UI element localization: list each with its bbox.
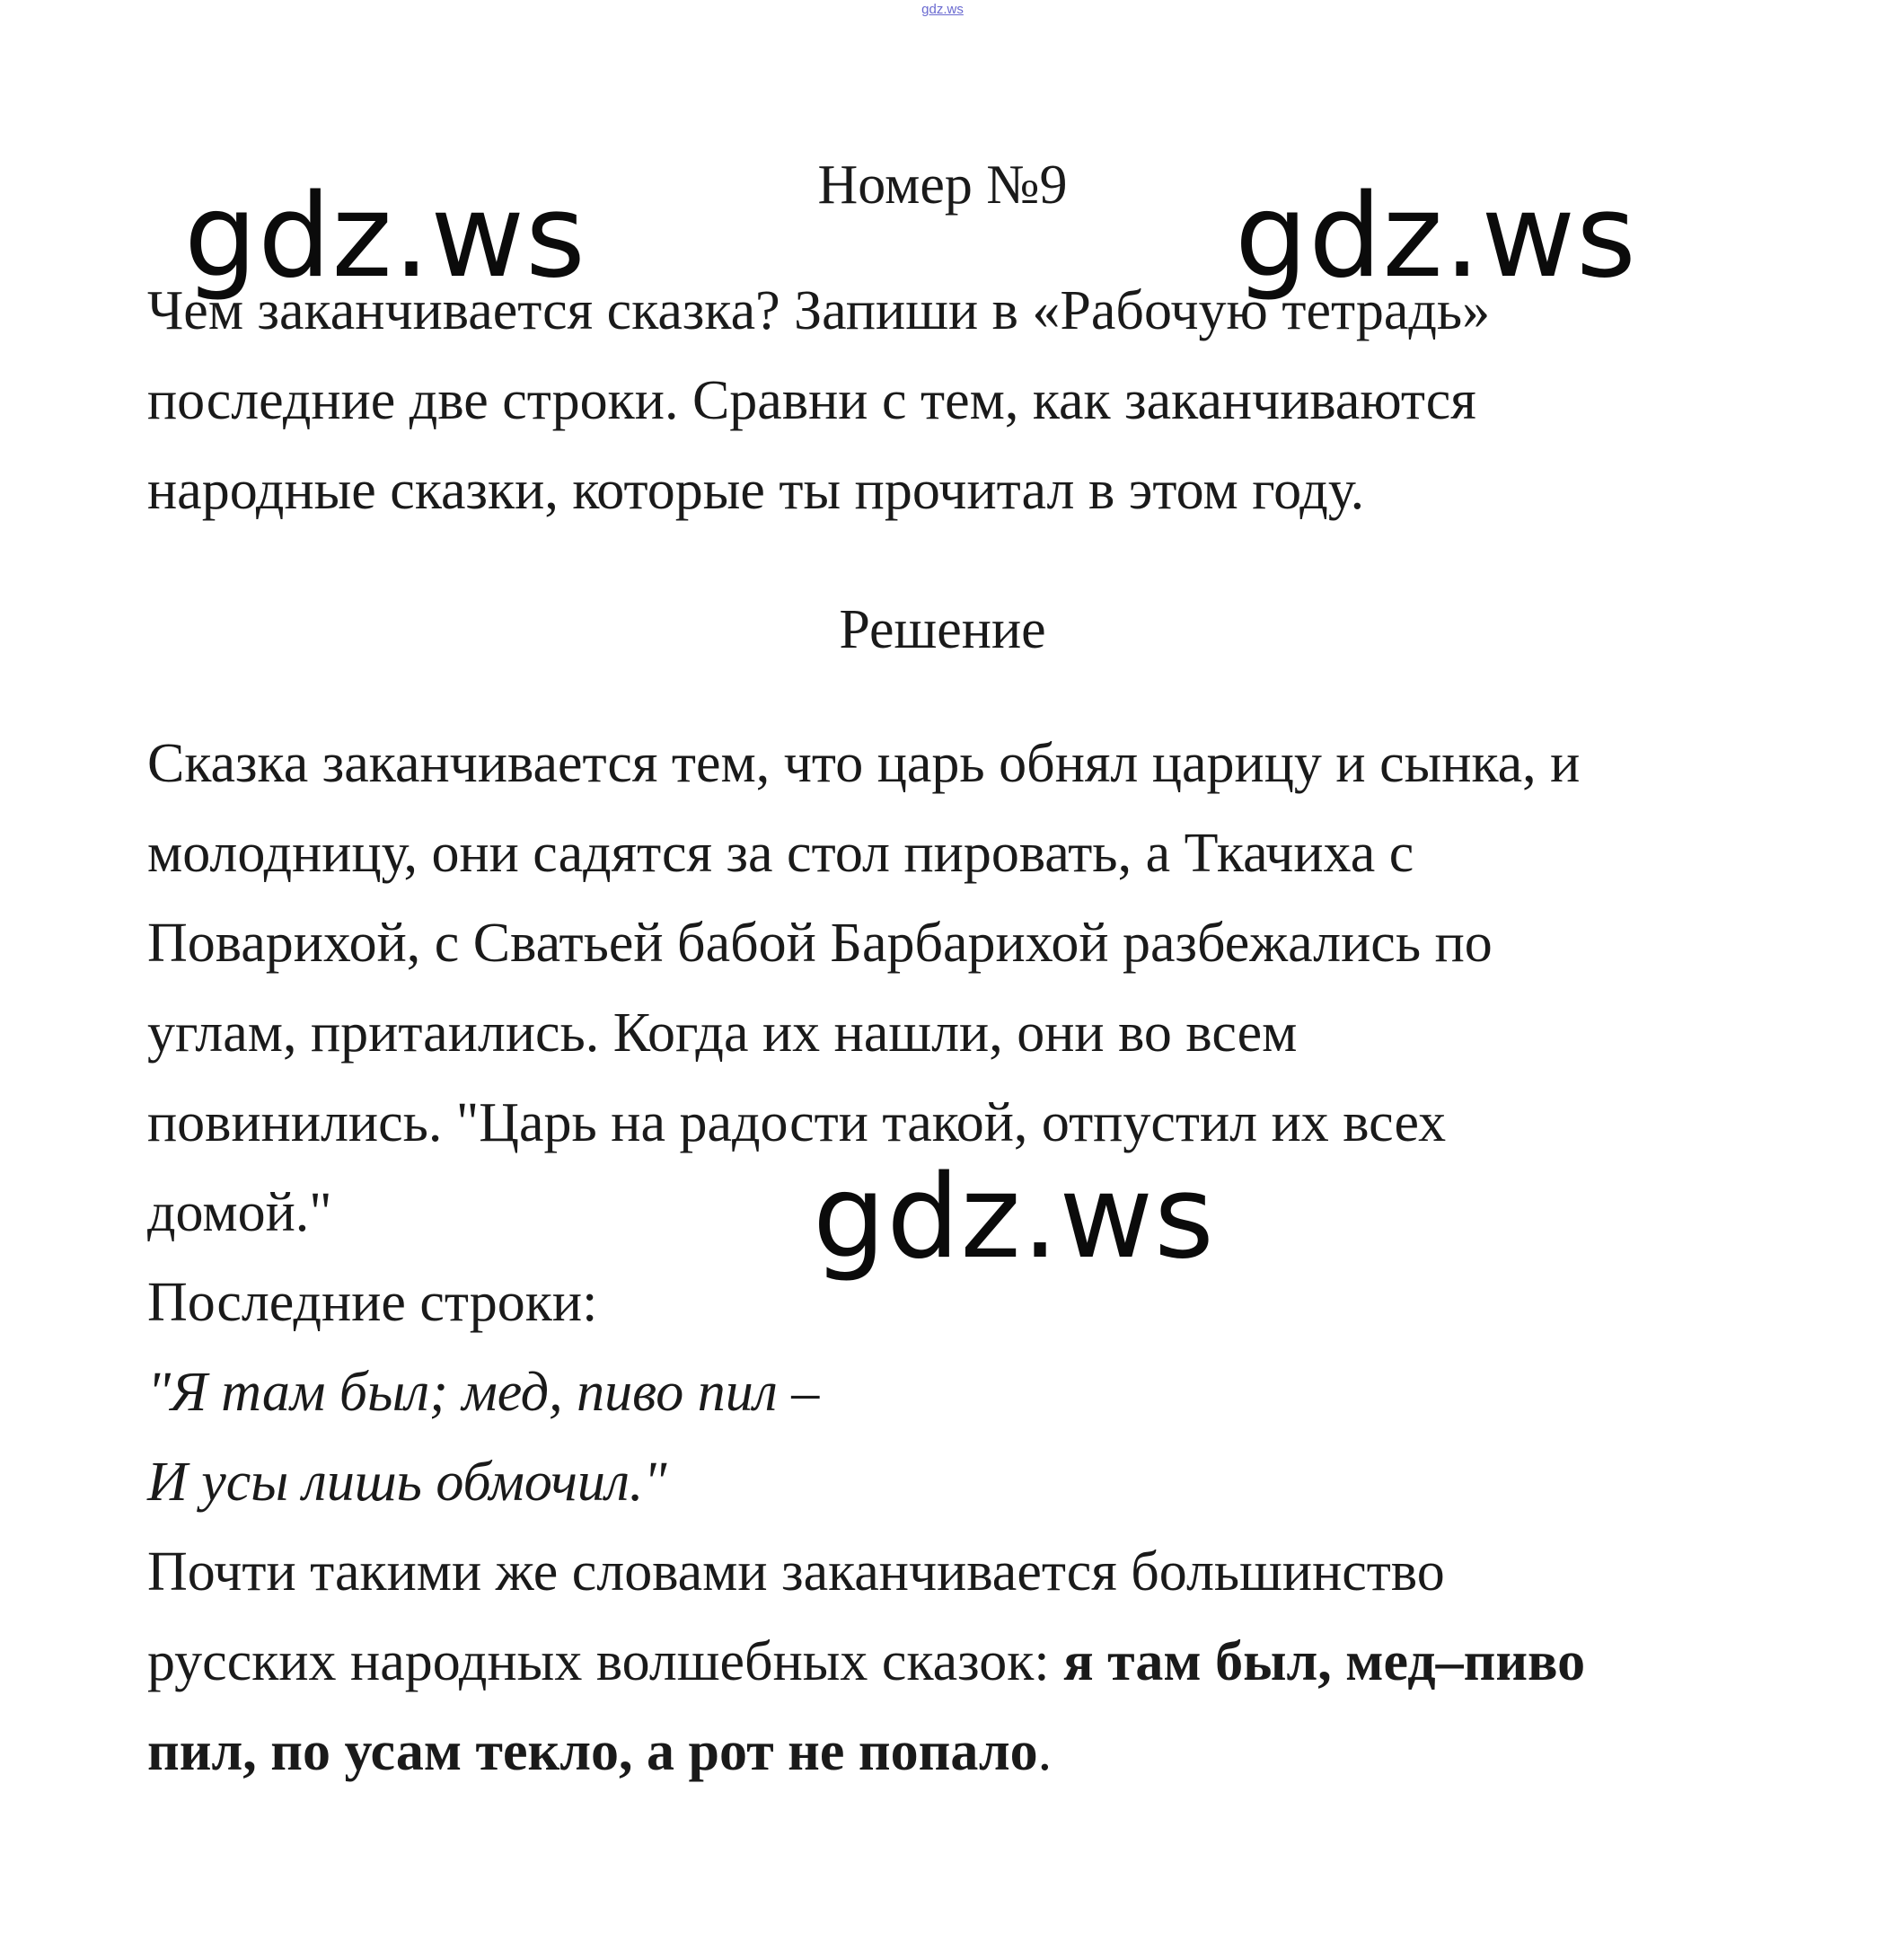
quote-line: "Я там был; мед, пиво пил – [147, 1362, 820, 1423]
task-line: народные сказки, которые ты прочитал в этом году. [147, 460, 1365, 521]
conclusion-line [147, 1617, 1836, 1707]
task-line: последние две строки. Сравни с тем, как заканчиваются [147, 370, 1476, 431]
conclusion-line: Почти такими же словами заканчивается большинство [147, 1541, 1445, 1602]
top-watermark-link: gdz.ws [921, 2, 964, 17]
watermark-center: gdz.ws [813, 1151, 1215, 1285]
task-text [147, 266, 1836, 535]
quote-line: И усы лишь обмочил." [147, 1452, 667, 1513]
answer-line: молодницу, они садятся за стол пировать, а Ткачиха с [147, 823, 1414, 884]
answer-line: повинились. "Царь на радости такой, отпустил их всех [147, 1092, 1447, 1153]
conclusion-plain-text: . [1037, 1721, 1053, 1782]
answer-line: углам, притаились. Когда их нашли, они во всем [147, 1002, 1298, 1064]
solution-heading: Решение [839, 599, 1046, 660]
conclusion-bold-text: пил, по усам текло, а рот не попало [147, 1721, 1038, 1782]
answer-line: Сказка заканчивается тем, что царь обнял царицу и сынка, и [147, 733, 1581, 794]
answer-line: Поварихой, с Сватьей бабой Барбарихой разбежались по [147, 913, 1493, 974]
answer-line: Последние строки: [147, 1272, 598, 1333]
page-title: Номер №9 [817, 155, 1068, 216]
conclusion-plain-text: русских народных волшебных сказок: [147, 1631, 1064, 1692]
watermark-left: gdz.ws [184, 170, 586, 304]
conclusion-line [147, 1707, 1836, 1797]
watermark-right: gdz.ws [1235, 170, 1637, 304]
answer-line: домой." [147, 1182, 332, 1243]
conclusion-bold-text: я там был, мед–пиво [1063, 1631, 1586, 1692]
task-line: Чем заканчивается сказка? Запиши в «Рабочую тетрадь» [147, 280, 1491, 341]
